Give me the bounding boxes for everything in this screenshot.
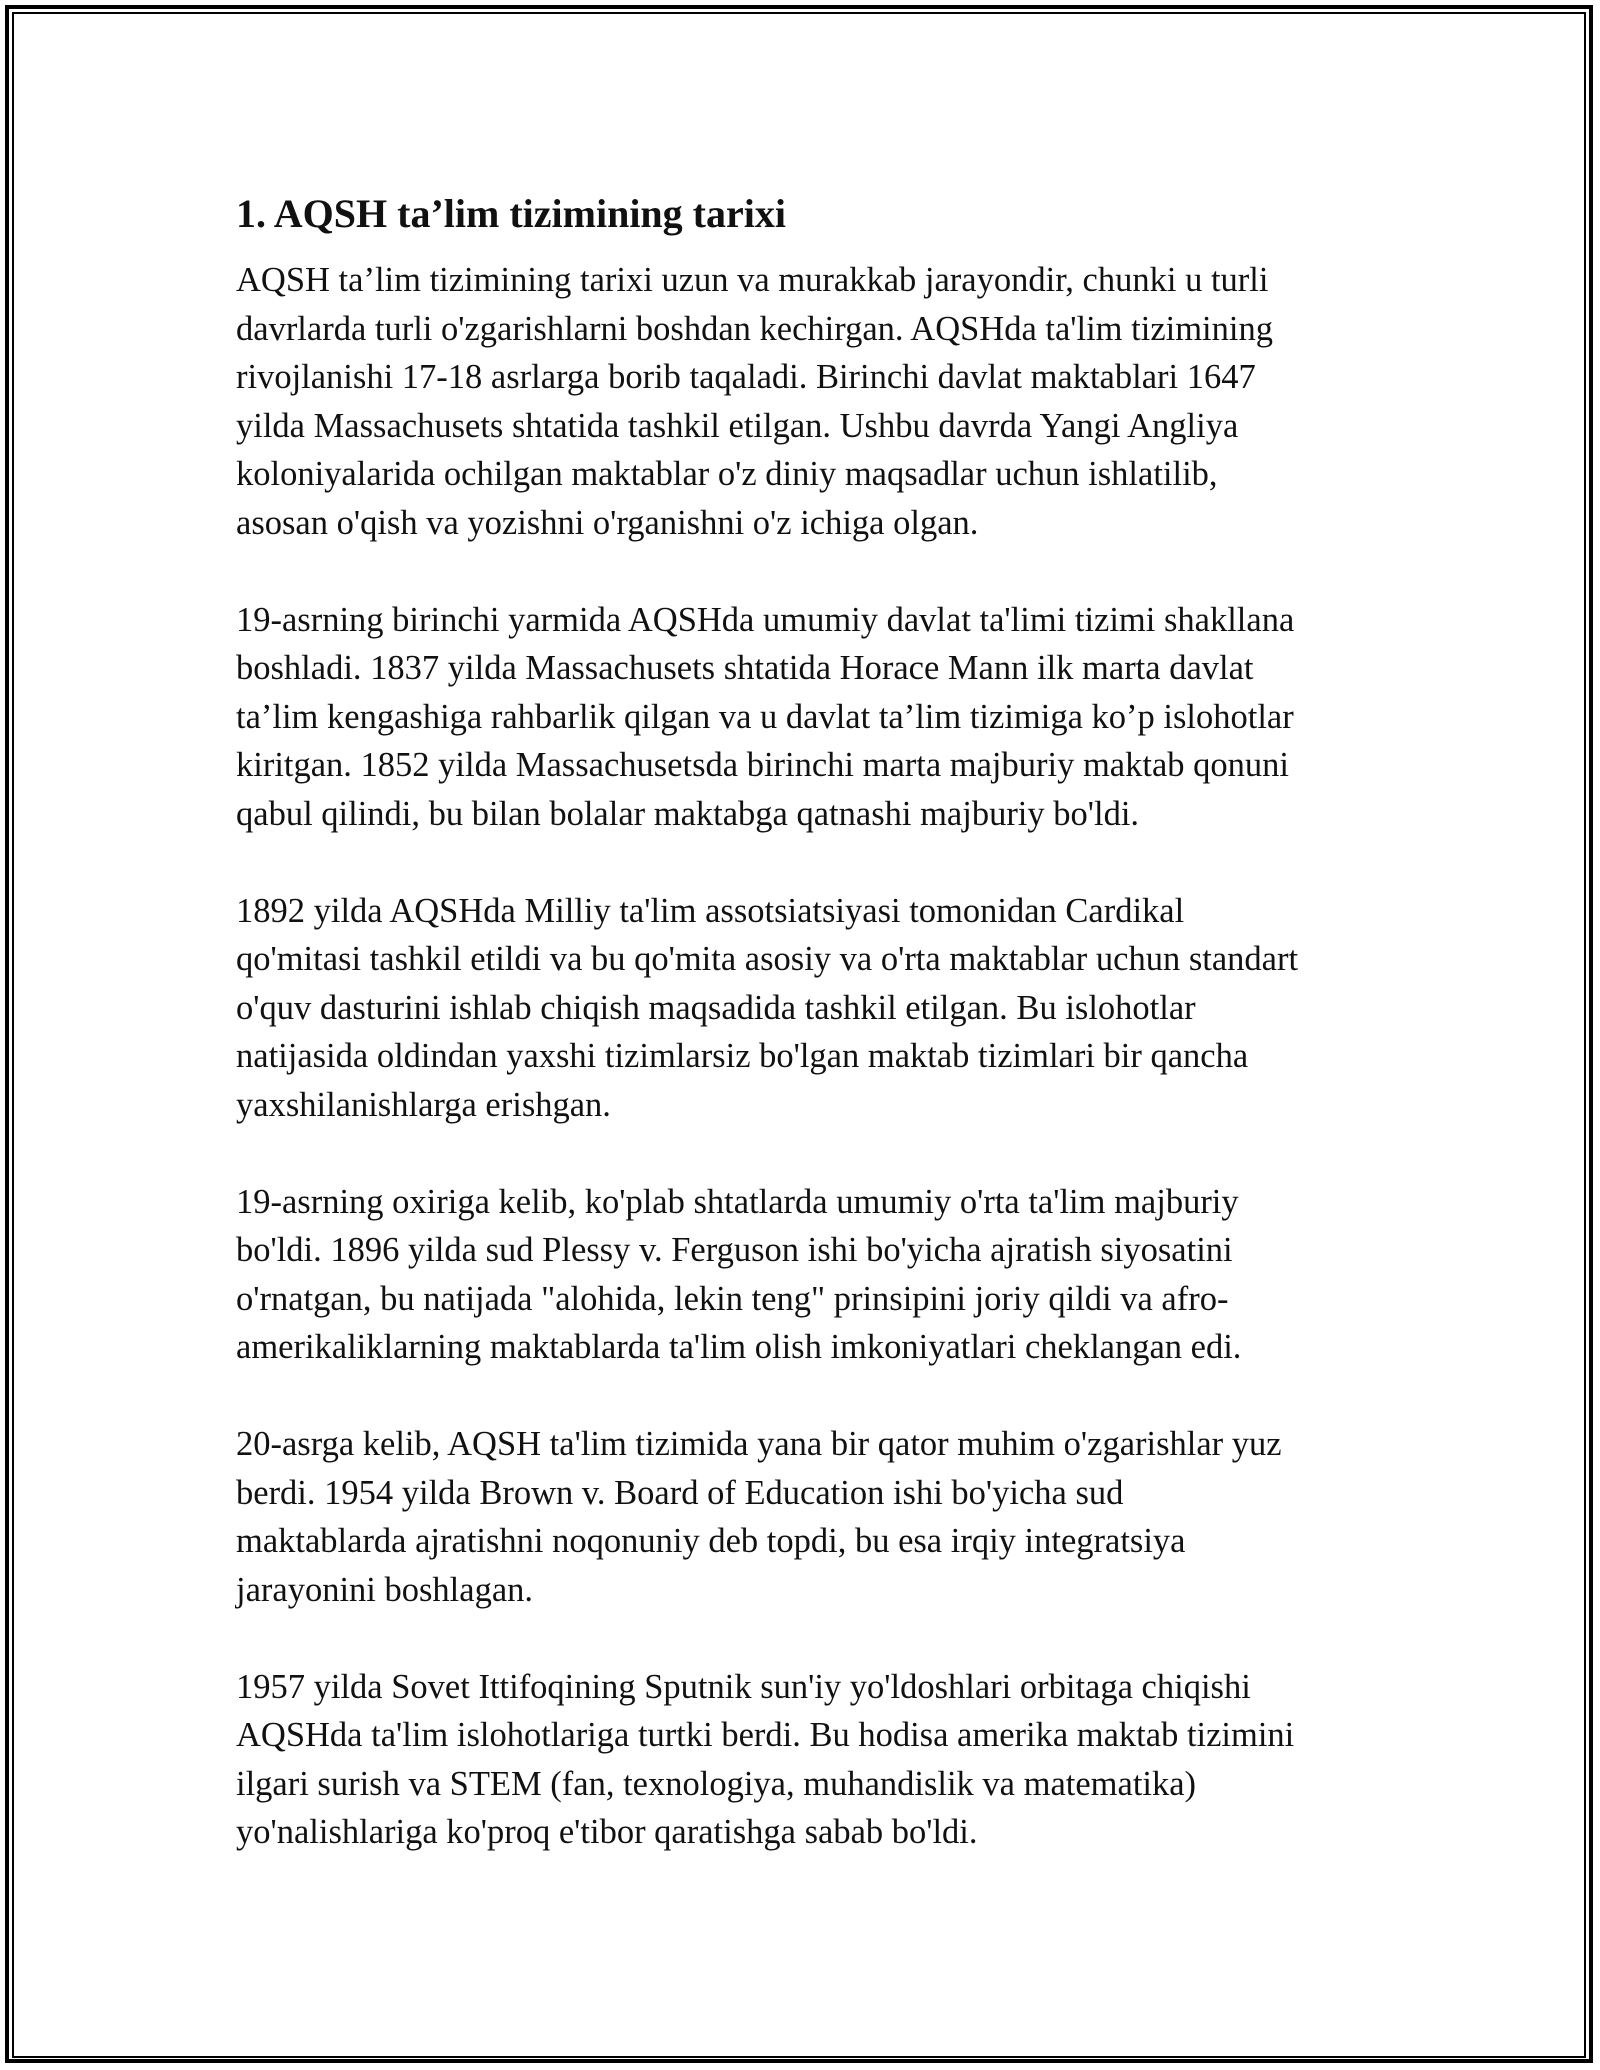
text-line: koloniyalarida ochilgan maktablar o'z diniy maqsadlar uchun ishlatilib, — [236, 455, 1218, 493]
text-line: qo'mitasi tashkil etildi va bu qo'mita asosiy va o'rta maktablar uchun standart — [236, 940, 1299, 978]
text-line: jarayonini boshlagan. — [236, 1570, 534, 1609]
text-line: asosan o'qish va yozishni o'rganishni o'z ichiga olgan. — [236, 503, 979, 542]
paragraph-3 — [236, 887, 1386, 1130]
text-line: maktablarda ajratishni noqonuniy deb topdi, bu esa irqiy integratsiya — [236, 1522, 1186, 1560]
text-line: ilgari surish va STEM (fan, texnologiya, muhandislik va matematika) — [236, 1764, 1197, 1803]
text-line: boshladi. 1837 yilda Massachusets shtatida Horace Mann ilk marta davlat — [236, 649, 1254, 687]
paragraph-2 — [236, 596, 1386, 839]
text-line: o'rnatgan, bu natijada "alohida, lekin teng" prinsipini joriy qildi va afro- — [236, 1279, 1229, 1318]
text-line: kiritgan. 1852 yilda Massachusetsda birinchi marta majburiy maktab qonuni — [236, 746, 1289, 784]
section-heading: 1. AQSH ta’lim tizimining tarixi — [236, 191, 786, 236]
text-line: 20-asrga kelib, AQSH ta'lim tizimida yana bir qator muhim o'zgarishlar yuz — [236, 1425, 1282, 1463]
text-line: 19-asrning birinchi yarmida AQSHda umumiy davlat ta'limi tizimi shakllana — [236, 600, 1295, 639]
text-line: ta’lim kengashiga rahbarlik qilgan va u davlat ta’lim tizimiga ko’p islohotlar — [236, 697, 1294, 736]
text-line: 1892 yilda AQSHda Milliy ta'lim assotsiatsiyasi tomonidan Cardikal — [236, 891, 1185, 930]
text-line: yilda Massachusets shtatida tashkil etilgan. Ushbu davrda Yangi Angliya — [236, 406, 1239, 445]
text-line: amerikaliklarning maktablarda ta'lim olish imkoniyatlari cheklangan edi. — [236, 1328, 1242, 1366]
text-line: yaxshilanishlarga erishgan. — [236, 1085, 611, 1124]
text-line: yo'nalishlariga ko'proq e'tibor qaratishga sabab bo'ldi. — [236, 1813, 978, 1851]
text-line: qabul qilindi, bu bilan bolalar maktabga qatnashi majburiy bo'ldi. — [236, 794, 1140, 833]
text-line: berdi. 1954 yilda Brown v. Board of Education ishi bo'yicha sud — [236, 1473, 1124, 1512]
text-line: AQSHda ta'lim islohotlariga turtki berdi. Bu hodisa amerika maktab tizimini — [236, 1716, 1295, 1754]
document-body — [236, 186, 1386, 1905]
text-line: rivojlanishi 17-18 asrlarga borib taqaladi. Birinchi davlat maktablari 1647 — [236, 358, 1256, 396]
text-line: davrlarda turli o'zgarishlarni boshdan kechirgan. AQSHda ta'lim tizimining — [236, 309, 1273, 348]
text-line: AQSH ta’lim tizimining tarixi uzun va murakkab jarayondir, chunki u turli — [236, 261, 1269, 299]
paragraph-4 — [236, 1178, 1386, 1372]
text-line: natijasida oldindan yaxshi tizimlarsiz bo'lgan maktab tizimlari bir qancha — [236, 1037, 1249, 1075]
text-line: 1957 yilda Sovet Ittifoqining Sputnik sun'iy yo'ldoshlari orbitaga chiqishi — [236, 1667, 1251, 1706]
text-line: bo'ldi. 1896 yilda sud Plessy v. Ferguson ishi bo'yicha ajratish siyosatini — [236, 1231, 1233, 1269]
text-line: o'quv dasturini ishlab chiqish maqsadida tashkil etilgan. Bu islohotlar — [236, 988, 1196, 1027]
paragraph-5 — [236, 1420, 1386, 1614]
text-line: 19-asrning oxiriga kelib, ko'plab shtatlarda umumiy o'rta ta'lim majburiy — [236, 1182, 1239, 1221]
paragraph-1 — [236, 256, 1386, 547]
paragraph-6 — [236, 1663, 1386, 1857]
